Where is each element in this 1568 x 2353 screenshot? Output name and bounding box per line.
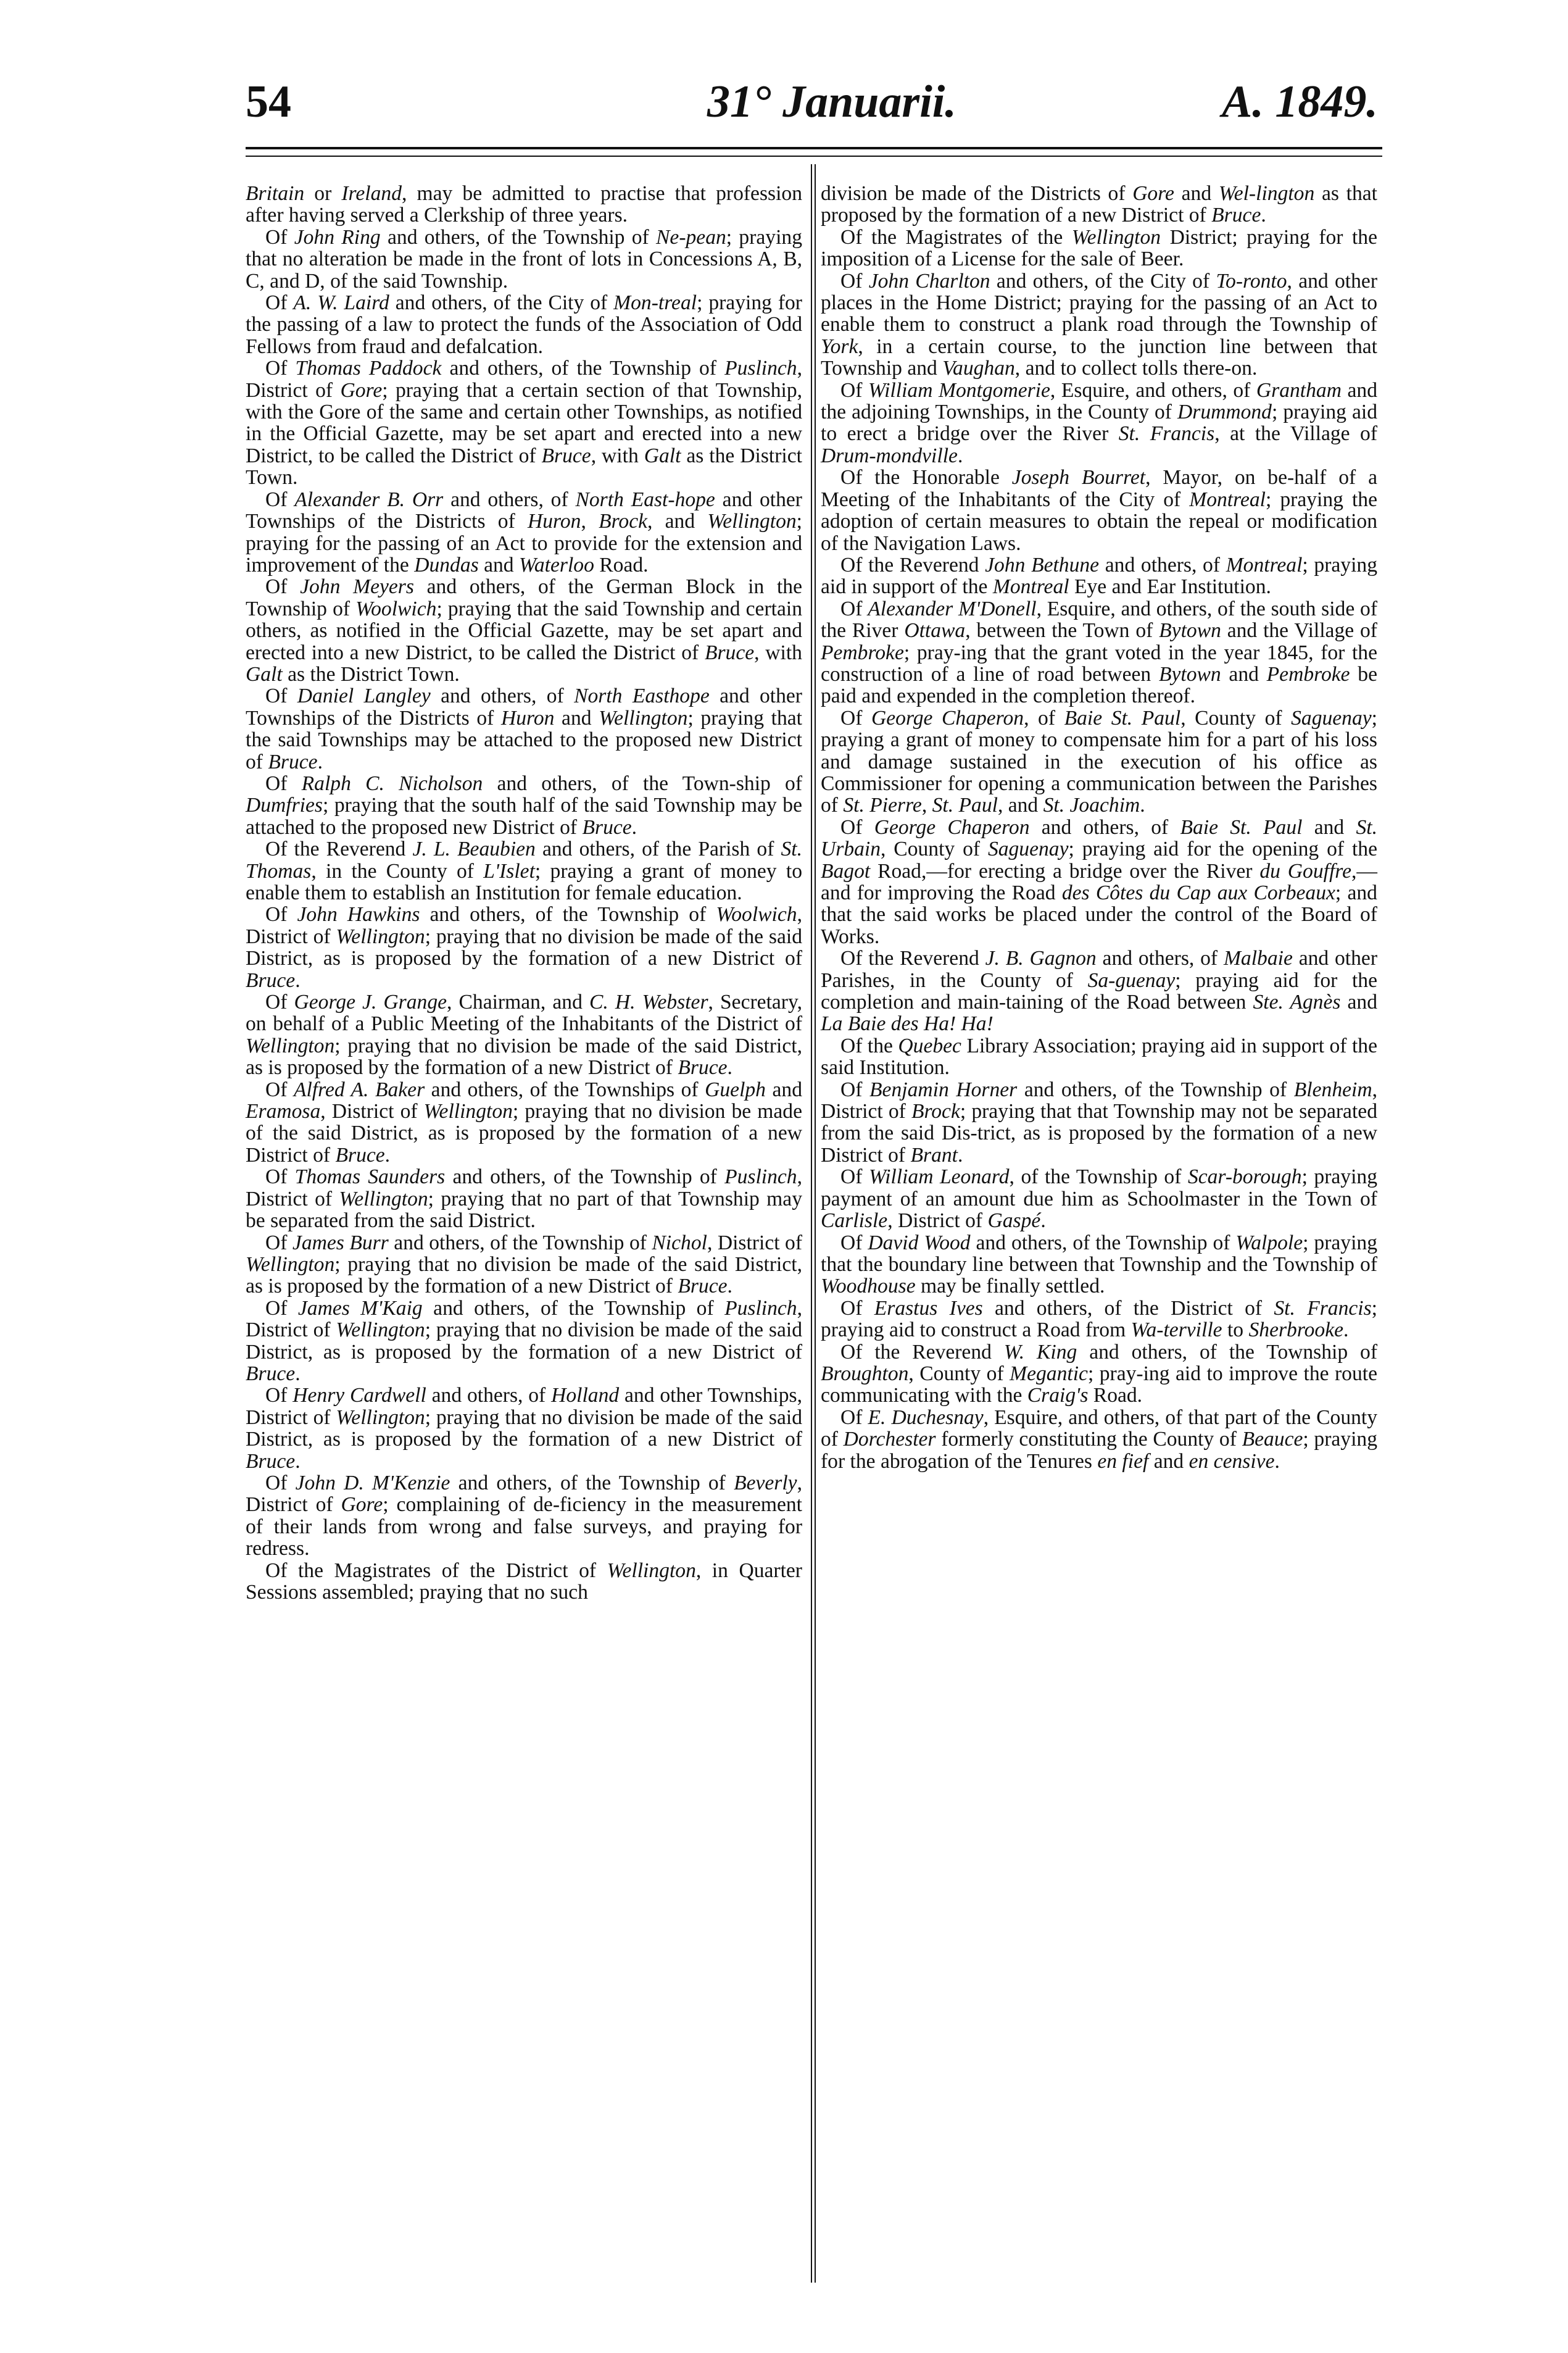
left-column xyxy=(246,183,802,1603)
petition-paragraph: Of Alexander B. Orr and others, of North East-hope and other Townships of the Districts of Huron, Brock, and Wellington; praying for the passing of an Act to provide for the extension and improvement of the Dundas and Waterloo Road. xyxy=(246,488,802,577)
petition-paragraph: Of Alexander M'Donell, Esquire, and others, of the south side of the River Ottawa, between the Town of Bytown and the Village of Pembroke; pray-ing that the grant voted in the year 1845, for the construction of a line of road between Bytown and Pembroke be paid and expended in the completion thereof. xyxy=(821,597,1378,708)
page-date: 31° Januarii. xyxy=(707,77,956,127)
petition-paragraph: Of E. Duchesnay, Esquire, and others, of that part of the County of Dorchester formerly constituting the County of Beauce; praying for the abrogation of the Tenures en fief and en censive. xyxy=(821,1406,1378,1473)
petition-paragraph: Of George Chaperon and others, of Baie St. Paul and St. Urbain, County of Saguenay; praying aid for the opening of the Bagot Road,—for erecting a bridge over the River du Gouffre,—and for improving the Road des Côtes du Cap aux Corbeaux; and that the said works be placed under the control of the Board of Works. xyxy=(821,815,1377,948)
page-number: 54 xyxy=(246,77,291,127)
petition-paragraph: Of the Quebec Library Association; praying aid in support of the said Institution. xyxy=(821,1034,1377,1080)
petition-paragraph: Of Daniel Langley and others, of North Easthope and other Townships of the Districts of Huron and Wellington; praying that the said Townships may be attached to the proposed new District of Bruce. xyxy=(246,685,802,773)
petition-paragraph: Of the Honorable Joseph Bourret, Mayor, on be-half of a Meeting of the Inhabitants of the City of Montreal; praying the adoption of certain measures to obtain the repeal or modification of the Navigation Laws. xyxy=(821,466,1377,555)
petition-paragraph: Of the Magistrates of the Wellington District; praying for the imposition of a License for the sale of Beer. xyxy=(821,225,1378,271)
right-column xyxy=(821,183,1377,1472)
petition-paragraph: Of George J. Grange, Chairman, and C. H. Webster, Secretary, on behalf of a Public Meeting of the Inhabitants of the District of Wellington; praying that no division be made of the said District, as is proposed by the formation of a new District of Bruce. xyxy=(246,991,802,1080)
petition-paragraph: Of George Chaperon, of Baie St. Paul, County of Saguenay; praying a grant of money to compensate him for a part of his loss and damage sustained in the execution of his office as Commissioner for opening a communication between the Parishes of St. Pierre, St. Paul, and St. Joachim. xyxy=(821,706,1378,817)
petition-paragraph: Of the Reverend John Bethune and others, of Montreal; praying aid in support of the Montreal Eye and Ear Institution. xyxy=(821,553,1377,599)
petition-paragraph: Of Erastus Ives and others, of the District of St. Francis; praying aid to construct a Road from Wa-terville to Sherbrooke. xyxy=(821,1296,1377,1342)
petition-paragraph: Of John Ring and others, of the Township of Ne-pean; praying that no alteration be made in the front of lots in Concessions A, B, C, and D, of the said Township. xyxy=(246,225,802,293)
petition-paragraph: division be made of the Districts of Gore and Wel-lington as that proposed by the formation of a new District of Bruce. xyxy=(821,182,1377,227)
petition-paragraph: Of the Magistrates of the District of Wellington, in Quarter Sessions assembled; praying that no such xyxy=(246,1559,802,1604)
petition-paragraph: Of Thomas Saunders and others, of the Township of Puslinch, District of Wellington; praying that no part of that Township may be separated from the said District. xyxy=(246,1165,802,1233)
petition-paragraph: Of Henry Cardwell and others, of Holland and other Townships, District of Wellington; praying that no division be made of the said District, as is proposed by the formation of a new District of Bruce. xyxy=(246,1384,803,1473)
petition-paragraph: Of A. W. Laird and others, of the City of Mon-treal; praying for the passing of a law to protect the funds of the Association of Odd Fellows from fraud and defalcation. xyxy=(246,291,802,358)
petition-paragraph: Of William Montgomerie, Esquire, and others, of Grantham and the adjoining Townships, in the County of Drummond; praying aid to erect a bridge over the River St. Francis, at the Village of Drum-mondville. xyxy=(821,378,1378,467)
petition-paragraph: Of Alfred A. Baker and others, of the Townships of Guelph and Eramosa, District of Wellington; praying that no division be made of the said District, as is proposed by the formation of a new District of Bruce. xyxy=(246,1078,802,1167)
petition-paragraph: Of John Hawkins and others, of the Township of Woolwich, District of Wellington; praying that no division be made of the said District, as is proposed by the formation of a new District of Bruce. xyxy=(246,903,802,992)
petition-paragraph: Of Ralph C. Nicholson and others, of the Town-ship of Dumfries; praying that the south half of the said Township may be attached to the proposed new District of Bruce. xyxy=(246,772,803,839)
petition-paragraph: Of John Meyers and others, of the German Block in the Township of Woolwich; praying that the said Township and certain others, as notified in the Official Gazette, may be set apart and erected into a new District, to be called the District of Bruce, with Galt as the District Town. xyxy=(246,575,803,686)
petition-paragraph: Of David Wood and others, of the Township of Walpole; praying that the boundary line between that Township and the Township of Woodhouse may be finally settled. xyxy=(821,1231,1377,1298)
petition-paragraph: Of Benjamin Horner and others, of the Township of Blenheim, District of Brock; praying that that Township may not be separated from the said Dis-trict, as is proposed by the formation of a new District of Brant. xyxy=(821,1078,1377,1167)
page-header xyxy=(0,68,1568,136)
column-divider xyxy=(811,164,816,2283)
header-rule-thin xyxy=(246,156,1382,157)
page-year: A. 1849. xyxy=(1222,77,1378,127)
petition-paragraph: Of James Burr and others, of the Township of Nichol, District of Wellington; praying that no division be made of the said District, as is proposed by the formation of a new District of Bruce. xyxy=(246,1231,803,1298)
petition-paragraph: Of John Charlton and others, of the City of To-ronto, and other places in the Home District; praying for the passing of an Act to enable them to construct a plank road through the Township of York, in a certain course, to the junction line between that Township and Vaughan, and to collect tolls there-on. xyxy=(821,269,1377,380)
petition-paragraph: Of James M'Kaig and others, of the Township of Puslinch, District of Wellington; praying that no division be made of the said District, as is proposed by the formation of a new District of Bruce. xyxy=(246,1296,803,1385)
header-rule-thick xyxy=(246,147,1382,149)
petition-paragraph: Britain or Ireland, may be admitted to practise that profession after having served a Clerkship of three years. xyxy=(246,182,802,227)
petition-paragraph: Of the Reverend J. B. Gagnon and others, of Malbaie and other Parishes, in the County of Sa-guenay; praying aid for the completion and main-taining of the Road between Ste. Agnès and La Baie des Ha! Ha! xyxy=(821,947,1378,1036)
petition-paragraph: Of Thomas Paddock and others, of the Township of Puslinch, District of Gore; praying that a certain section of that Township, with the Gore of the same and certain other Townships, as notified in the Official Gazette, may be set apart and erected into a new District, to be called the District of Bruce, with Galt as the District Town. xyxy=(246,357,803,489)
petition-paragraph: Of John D. M'Kenzie and others, of the Township of Beverly, District of Gore; complaining of de-ficiency in the measurement of their lands from wrong and false surveys, and praying for redress. xyxy=(246,1471,802,1560)
petition-paragraph: Of the Reverend W. King and others, of the Township of Broughton, County of Megantic; pray-ing aid to improve the route communicating with the Craig's Road. xyxy=(821,1340,1378,1407)
petition-paragraph: Of William Leonard, of the Township of Scar-borough; praying payment of an amount due him as Schoolmaster in the Town of Carlisle, District of Gaspé. xyxy=(821,1165,1377,1233)
petition-paragraph: Of the Reverend J. L. Beaubien and others, of the Parish of St. Thomas, in the County of L'Islet; praying a grant of money to enable them to establish an Institution for female education. xyxy=(246,838,803,904)
